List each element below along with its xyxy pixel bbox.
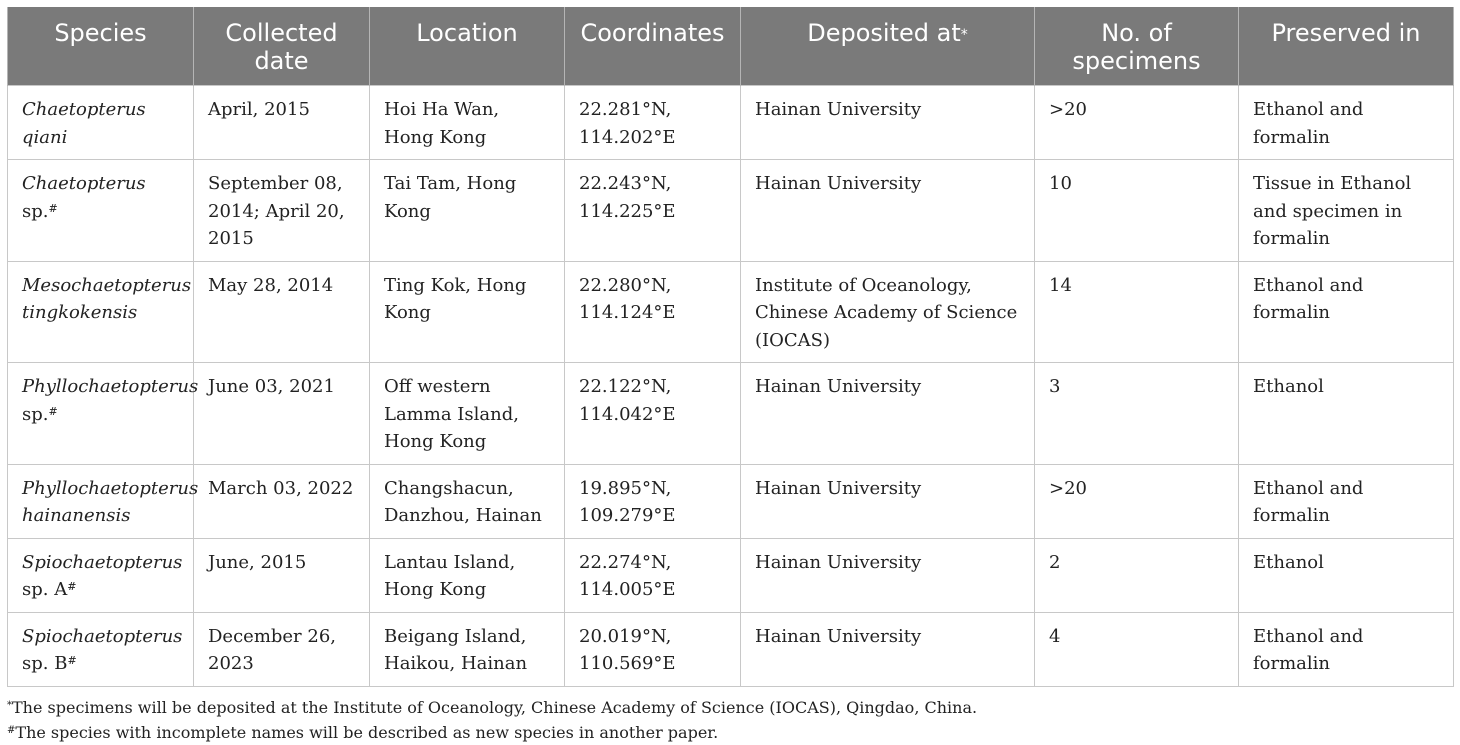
specimen-count-cell: 14 [1035,261,1239,363]
species-genus: Phyllochaetopterus [22,376,199,397]
preserved-in-cell: Ethanol and formalin [1239,612,1454,686]
species-qualifier: sp. A [22,579,68,600]
table-row [8,363,1454,465]
preserved-in-cell: Ethanol [1239,363,1454,465]
location-cell: Ting Kok, Hong Kong [370,261,565,363]
header-row [8,7,1454,86]
table-container [7,7,1453,745]
specimen-table [7,7,1454,687]
deposited-at-cell: Hainan University [741,160,1035,262]
footnotes [7,695,1453,745]
coordinates-cell: 20.019°N, 110.569°E [565,612,741,686]
table-row [8,261,1454,363]
species-genus: Spiochaetopterus [22,625,183,647]
species-qualifier: sp. [22,403,49,425]
specimen-count-cell: 2 [1035,538,1239,612]
location-cell: Off western Lamma Island, Hong Kong [370,363,565,465]
species-genus: Mesochaetopterus tingkokensis [22,274,192,323]
footnote-new-species-mark: # [7,724,16,736]
coordinates-cell: 22.281°N, 114.202°E [565,86,741,160]
species-genus: Chaetopterus [22,173,146,194]
header-deposited-at [741,7,1035,86]
preserved-in-cell: Ethanol and formalin [1239,86,1454,160]
collected-date-cell: May 28, 2014 [194,261,370,363]
species-cell [8,464,199,538]
deposited-at-cell: Hainan University [741,612,1035,686]
deposited-at-cell: Institute of Oceanology, Chinese Academy of Science (IOCAS) [741,261,1035,363]
species-footnote-mark: # [48,201,58,215]
table-body [8,86,1454,687]
species-cell [8,538,194,612]
deposited-at-cell: Hainan University [741,86,1035,160]
preserved-in-cell: Ethanol [1239,538,1454,612]
location-cell: Beigang Island, Haikou, Hainan [370,612,565,686]
deposited-at-cell: Hainan University [741,464,1035,538]
table-row [8,86,1454,160]
footnote-deposit [7,695,1453,720]
footnote-new-species-text: The species with incomplete names will be described as new species in another paper. [15,722,719,742]
species-cell [8,261,194,363]
coordinates-cell: 22.274°N, 114.005°E [565,538,741,612]
species-genus: Spiochaetopterus [22,551,183,573]
preserved-in-cell: Ethanol and formalin [1239,261,1454,363]
collected-date-cell: April, 2015 [194,86,370,160]
species-genus: Chaetopterus qiani [22,99,146,148]
header-location: Location [370,7,565,86]
species-cell [8,160,194,262]
collected-date-cell: December 26, 2023 [194,612,370,686]
species-footnote-mark: # [48,404,58,418]
specimen-count-cell: >20 [1035,464,1239,538]
species-cell [8,363,199,465]
table-row [8,464,1454,538]
coordinates-cell: 22.122°N, 114.042°E [565,363,741,465]
collected-date-cell: June 03, 2021 [194,363,370,465]
footnote-new-species [7,720,1453,745]
collected-date-cell: March 03, 2022 [194,464,370,538]
collected-date-cell: September 08, 2014; April 20, 2015 [194,160,370,262]
header-species: Species [8,7,194,86]
species-cell [8,612,194,686]
coordinates-cell: 22.280°N, 114.124°E [565,261,741,363]
specimen-count-cell: 10 [1035,160,1239,262]
specimen-count-cell: 3 [1035,363,1239,465]
location-cell: Hoi Ha Wan, Hong Kong [370,86,565,160]
footnote-deposit-mark: * [7,699,12,711]
coordinates-cell: 22.243°N, 114.225°E [565,160,741,262]
species-genus: Phyllochaetopterus hainanensis [22,477,199,526]
location-cell: Tai Tam, Hong Kong [370,160,565,262]
table-row [8,612,1454,686]
preserved-in-cell: Ethanol and formalin [1239,464,1454,538]
species-cell [8,86,194,160]
species-qualifier: sp. B [22,653,68,674]
collected-date-cell: June, 2015 [194,538,370,612]
specimen-count-cell: >20 [1035,86,1239,160]
species-footnote-mark: # [67,580,77,593]
header-specimen-count: No. of specimens [1035,7,1239,86]
specimen-count-cell: 4 [1035,612,1239,686]
preserved-in-cell: Tissue in Ethanol and specimen in formalin [1239,160,1454,262]
deposited-at-cell: Hainan University [741,538,1035,612]
header-deposited-mark: * [960,27,968,43]
deposited-at-cell: Hainan University [741,363,1035,465]
coordinates-cell: 19.895°N, 109.279°E [565,464,741,538]
location-cell: Lantau Island, Hong Kong [370,538,565,612]
species-footnote-mark: # [67,654,77,667]
location-cell: Changshacun, Danzhou, Hainan [370,464,565,538]
species-qualifier: sp. [22,200,49,222]
footnote-deposit-text: The specimens will be deposited at the Institute of Oceanology, Chinese Academy of Science (IOCAS), Qingdao, China. [12,697,978,717]
header-collected-date: Collected date [194,7,370,86]
table-row [8,160,1454,262]
header-preserved-in: Preserved in [1239,7,1454,86]
header-deposited-label: Deposited at [807,19,961,47]
table-row [8,538,1454,612]
header-coordinates: Coordinates [565,7,741,86]
